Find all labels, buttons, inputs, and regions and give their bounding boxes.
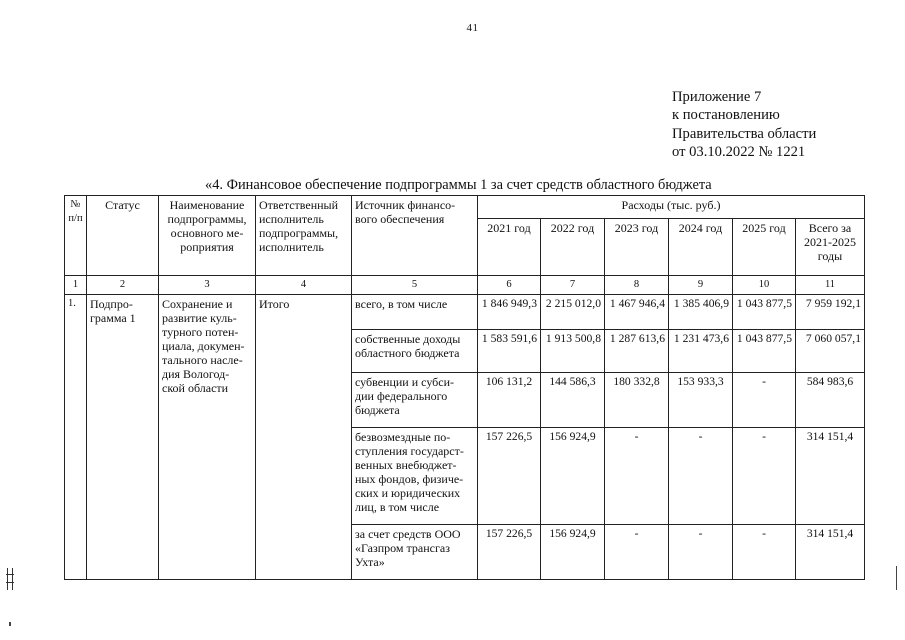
source-label: всего, в том числе [352,295,478,330]
value-2022: 156 924,9 [541,428,605,525]
value-2024: 153 933,3 [669,373,733,428]
scan-edge-mark [7,568,13,590]
value-2025: - [733,373,796,428]
column-number: 1 [65,276,87,295]
appendix-block [672,88,816,161]
value-2025: - [733,525,796,580]
row-num: 1. [65,295,87,580]
column-number: 7 [541,276,605,295]
value-2024: 1 385 406,9 [669,295,733,330]
value-total: 7 959 192,1 [796,295,865,330]
value-2021: 1 846 949,3 [478,295,541,330]
value-2022: 2 215 012,0 [541,295,605,330]
source-label: за счет средств ООО «Газпром трансгаз Ухта» [352,525,478,580]
header-total: Всего за 2021-2025 годы [796,219,865,276]
source-label: безвозмездные по- ступления государст- венных внебюджет- ных фондов, физиче- ских и юридических лиц, в том числе [352,428,478,525]
header-name: Наименование подпрограммы, основного ме-роприятия [159,196,256,276]
header-year-2023: 2023 год [605,219,669,276]
value-2023: 180 332,8 [605,373,669,428]
column-number: 10 [733,276,796,295]
value-2025: 1 043 877,5 [733,330,796,373]
appendix-line: к постановлению [672,107,780,124]
appendix-line: Правительства области [672,125,817,142]
value-2023: - [605,428,669,525]
column-number: 2 [87,276,159,295]
column-number: 8 [605,276,669,295]
value-2024: 1 231 473,6 [669,330,733,373]
value-2024: - [669,428,733,525]
table-row [65,295,865,330]
value-2025: - [733,428,796,525]
page-number: 41 [466,22,479,34]
value-2023: 1 467 946,4 [605,295,669,330]
row-name: Сохранение и развитие куль- турного потен- циала, докумен- тального насле- дия Вологод- ской области [159,295,256,580]
header-num: № п/п [65,196,87,276]
header-source: Источник финансо-вого обеспечения [352,196,478,276]
header-expenses: Расходы (тыс. руб.) [478,196,865,219]
value-2021: 106 131,2 [478,373,541,428]
column-number: 5 [352,276,478,295]
value-total: 314 151,4 [796,428,865,525]
column-number: 6 [478,276,541,295]
header-row [65,196,865,219]
value-2022: 1 913 500,8 [541,330,605,373]
value-2023: 1 287 613,6 [605,330,669,373]
column-number: 4 [256,276,352,295]
header-year-2022: 2022 год [541,219,605,276]
value-total: 7 060 057,1 [796,330,865,373]
value-2021: 157 226,5 [478,428,541,525]
header-year-2024: 2024 год [669,219,733,276]
column-number: 9 [669,276,733,295]
row-executor: Итого [256,295,352,580]
header-year-2025: 2025 год [733,219,796,276]
value-2021: 1 583 591,6 [478,330,541,373]
value-total: 584 983,6 [796,373,865,428]
value-2024: - [669,525,733,580]
value-2025: 1 043 877,5 [733,295,796,330]
column-number: 11 [796,276,865,295]
column-number: 3 [159,276,256,295]
header-year-2021: 2021 год [478,219,541,276]
row-status: Подпро- грамма 1 [87,295,159,580]
appendix-line: Приложение 7 [672,89,762,105]
scan-edge-dot [9,622,11,626]
source-label: собственные доходы областного бюджета [352,330,478,373]
value-total: 314 151,4 [796,525,865,580]
column-number-row [65,276,865,295]
source-label: субвенции и субси- дии федерального бюджета [352,373,478,428]
scan-edge-mark [896,566,900,590]
value-2022: 144 586,3 [541,373,605,428]
section-title: «4. Финансовое обеспечение подпрограммы 1 за счет средств областного бюджета [205,177,712,193]
finance-table [64,195,865,580]
value-2023: - [605,525,669,580]
appendix-line: от 03.10.2022 № 1221 [672,143,806,160]
value-2021: 157 226,5 [478,525,541,580]
value-2022: 156 924,9 [541,525,605,580]
header-executor: Ответственный исполнитель подпрограммы, исполнитель [256,196,352,276]
header-status: Статус [87,196,159,276]
